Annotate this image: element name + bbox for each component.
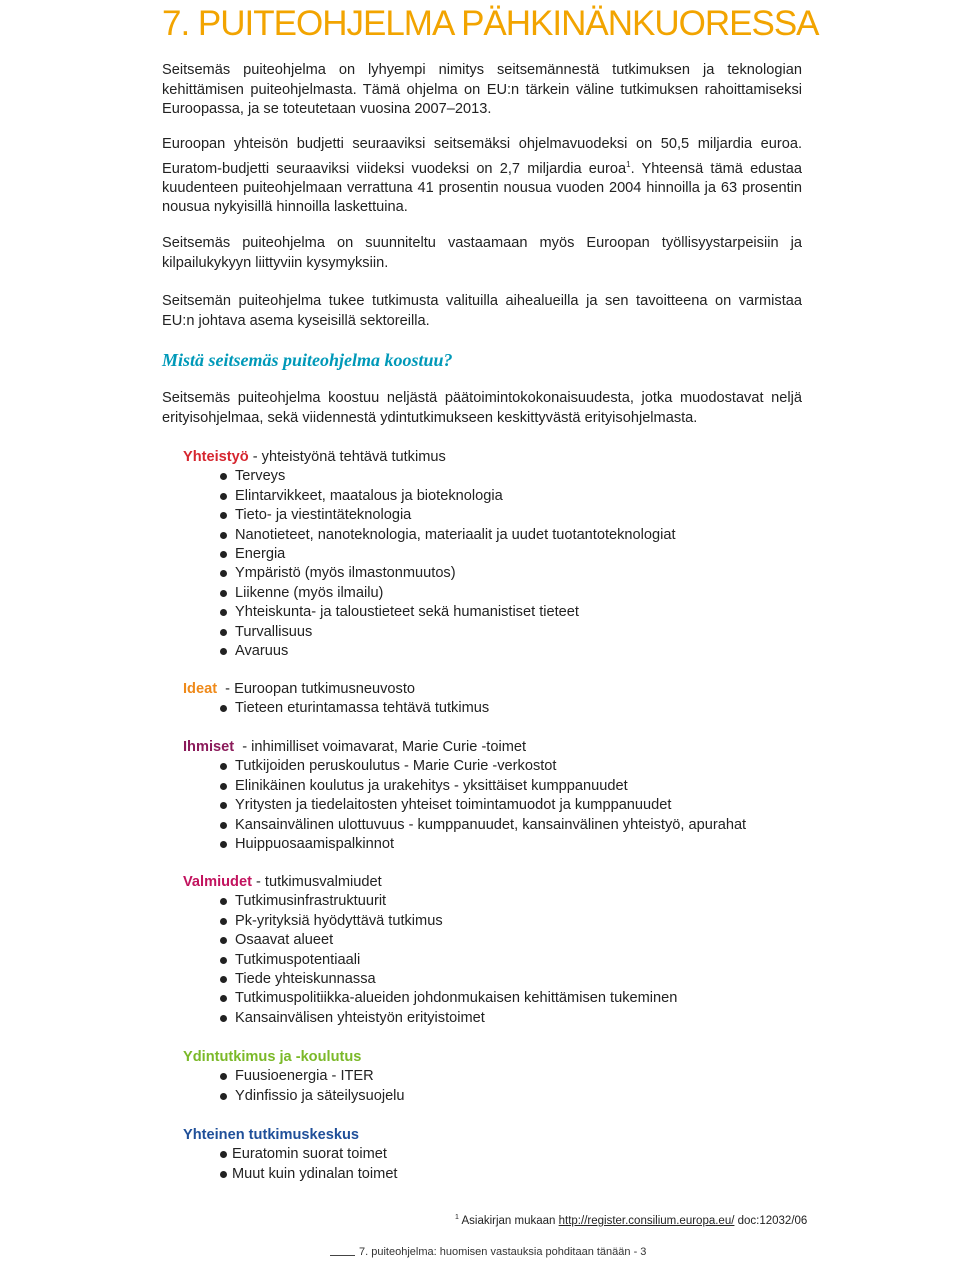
bullet-icon bbox=[220, 763, 227, 770]
list-item: Tieteen eturintamassa tehtävä tutkimus bbox=[183, 699, 803, 718]
bullet-icon bbox=[220, 1093, 227, 1100]
list-item: Euratomin suorat toimet bbox=[183, 1145, 803, 1164]
bullet-icon bbox=[220, 629, 227, 636]
footnote-text: Asiakirjan mukaan bbox=[458, 1214, 559, 1227]
footnote bbox=[455, 1214, 815, 1227]
section-ideat bbox=[183, 680, 803, 719]
footnote-ref: 1 bbox=[626, 159, 631, 169]
list-item: Kansainvälinen ulottuvuus - kumppanuudet, kansainvälinen yhteistyö, apurahat bbox=[183, 816, 803, 835]
bullet-icon bbox=[220, 493, 227, 500]
section-list bbox=[183, 699, 803, 718]
budget-text: Euroopan yhteisön budjetti seuraaviksi seitsemäksi ohjelmavuodeksi on 50,5 miljardia euroa. Euratom-budjetti seuraaviksi viideksi vuodeksi on 2,7 miljardia euroa bbox=[162, 136, 802, 177]
list-item: Tutkimusinfrastruktuurit bbox=[183, 892, 803, 911]
bullet-icon bbox=[220, 783, 227, 790]
list-item: Elintarvikkeet, maatalous ja bioteknologia bbox=[183, 487, 803, 506]
bullet-icon bbox=[220, 995, 227, 1002]
list-item: Ydinfissio ja säteilysuojelu bbox=[183, 1087, 803, 1106]
list-item: Ympäristö (myös ilmastonmuutos) bbox=[183, 564, 803, 583]
bullet-icon bbox=[220, 937, 227, 944]
list-item: Avaruus bbox=[183, 642, 803, 661]
section-term: Yhteinen tutkimuskeskus bbox=[183, 1127, 359, 1143]
footnote-link[interactable]: http://register.consilium.europa.eu/ bbox=[558, 1214, 735, 1227]
section-list bbox=[183, 467, 803, 661]
bullet-icon bbox=[220, 976, 227, 983]
bullet-icon bbox=[220, 551, 227, 558]
bullet-icon bbox=[220, 532, 227, 539]
bullet-icon bbox=[220, 802, 227, 809]
list-item: Kansainvälisen yhteistyön erityistoimet bbox=[183, 1009, 803, 1028]
list-item: Tieto- ja viestintäteknologia bbox=[183, 506, 803, 525]
section-desc: - yhteistyönä tehtävä tutkimus bbox=[248, 449, 446, 465]
bullet-icon bbox=[220, 957, 227, 964]
section-term: Ideat bbox=[183, 681, 218, 697]
list-item: Tutkimuspotentiaali bbox=[183, 951, 803, 970]
list-item: Energia bbox=[183, 545, 803, 564]
section-desc: - inhimilliset voimavarat, Marie Curie -toimet bbox=[234, 739, 527, 755]
section-list bbox=[183, 757, 803, 854]
page-footer: 7. puiteohjelma: huomisen vastauksia pohditaan tänään - 3 bbox=[355, 1246, 650, 1258]
section-term: Yhteistyö bbox=[183, 449, 249, 465]
budget-text-tail: . Yhteensä tämä edustaa kuudenteen puiteohjelmaan verrattuna 41 prosentin nousua vuoden 2004 hinnoilla ja 63 prosentin nousua nykyisillä hinnoilla laskettuina. bbox=[162, 160, 802, 216]
section-term: Valmiudet bbox=[183, 874, 252, 890]
list-item: Tutkimuspolitiikka-alueiden johdonmukaisen kehittämisen tukeminen bbox=[183, 989, 803, 1008]
list-item: Tiede yhteiskunnassa bbox=[183, 970, 803, 989]
list-item: Muut kuin ydinalan toimet bbox=[183, 1165, 803, 1184]
section-list bbox=[183, 892, 803, 1028]
list-item: Yritysten ja tiedelaitosten yhteiset toimintamuodot ja kumppanuudet bbox=[183, 796, 803, 815]
bullet-icon bbox=[220, 648, 227, 655]
bullet-icon bbox=[220, 1015, 227, 1022]
list-item: Pk-yrityksiä hyödyttävä tutkimus bbox=[183, 912, 803, 931]
bullet-icon bbox=[220, 609, 227, 616]
list-item: Liikenne (myös ilmailu) bbox=[183, 584, 803, 603]
bullet-icon bbox=[220, 898, 227, 905]
bullet-icon bbox=[220, 1171, 227, 1178]
list-item: Tutkijoiden peruskoulutus - Marie Curie -verkostot bbox=[183, 757, 803, 776]
bullet-icon bbox=[220, 473, 227, 480]
list-item: Elinikäinen koulutus ja urakehitys - yksittäiset kumppanuudet bbox=[183, 777, 803, 796]
list-item: Nanotieteet, nanoteknologia, materiaalit ja uudet tuotantoteknologiat bbox=[183, 526, 803, 545]
bullet-icon bbox=[220, 1073, 227, 1080]
footnote-marker: 1 bbox=[455, 1214, 459, 1221]
section-valmiudet bbox=[183, 873, 803, 1028]
section-desc: - tutkimusvalmiudet bbox=[251, 874, 382, 890]
footnote-tail: doc:12032/06 bbox=[734, 1214, 808, 1227]
section-term: Ihmiset bbox=[183, 739, 235, 755]
employment-paragraph: Seitsemäs puiteohjelma on suunniteltu vastaamaan myös Euroopan työllisyystarpeisiin ja kilpailukykyyn liittyviin kysymyksiin. bbox=[162, 235, 802, 271]
section-ydintutkimus bbox=[183, 1048, 803, 1106]
section-term: Ydintutkimus ja -koulutus bbox=[183, 1049, 362, 1065]
bullet-icon bbox=[220, 512, 227, 519]
bullet-icon bbox=[220, 705, 227, 712]
bullet-icon bbox=[220, 570, 227, 577]
section-subheading: Mistä seitsemäs puiteohjelma koostuu? bbox=[162, 350, 453, 370]
list-item: Fuusioenergia - ITER bbox=[183, 1067, 803, 1086]
bullet-icon bbox=[220, 1151, 227, 1158]
section-yhteinen-tutkimuskeskus bbox=[183, 1126, 803, 1184]
page-title: 7. PUITEOHJELMA PÄHKINÄNKUORESSA bbox=[162, 4, 819, 43]
section-list bbox=[183, 1067, 803, 1106]
section-desc: - Euroopan tutkimusneuvosto bbox=[217, 681, 415, 697]
intro-paragraph: Seitsemäs puiteohjelma on lyhyempi nimitys seitsemännestä tutkimuksen ja teknologian kehittämisen puiteohjelmasta. Tämä ohjelma on EU:n tärkein väline tutkimuksen rahoittamiseksi Euroopassa, ja se toteutetaan vuosina 2007–2013. bbox=[162, 62, 802, 117]
budget-paragraph bbox=[162, 135, 802, 218]
leadership-paragraph: Seitsemän puiteohjelma tukee tutkimusta valituilla aihealueilla ja sen tavoitteena on varmistaa EU:n johtava asema kyseisillä sektoreilla. bbox=[162, 293, 802, 329]
bullet-icon bbox=[220, 822, 227, 829]
list-item: Turvallisuus bbox=[183, 623, 803, 642]
list-item: Huippuosaamispalkinnot bbox=[183, 835, 803, 854]
composition-paragraph: Seitsemäs puiteohjelma koostuu neljästä päätoimintokokonaisuudesta, jotka muodostavat neljä erityisohjelmaa, sekä viidennestä ydintutkimukseen keskittyvästä erityisohjelmasta. bbox=[162, 390, 802, 426]
section-list bbox=[183, 1145, 803, 1184]
bullet-icon bbox=[220, 841, 227, 848]
bullet-icon bbox=[220, 918, 227, 925]
section-yhteistyo bbox=[183, 448, 803, 661]
section-ihmiset bbox=[183, 738, 803, 854]
bullet-icon bbox=[220, 590, 227, 597]
list-item: Yhteiskunta- ja taloustieteet sekä humanistiset tieteet bbox=[183, 603, 803, 622]
list-item: Osaavat alueet bbox=[183, 931, 803, 950]
list-item: Terveys bbox=[183, 467, 803, 486]
